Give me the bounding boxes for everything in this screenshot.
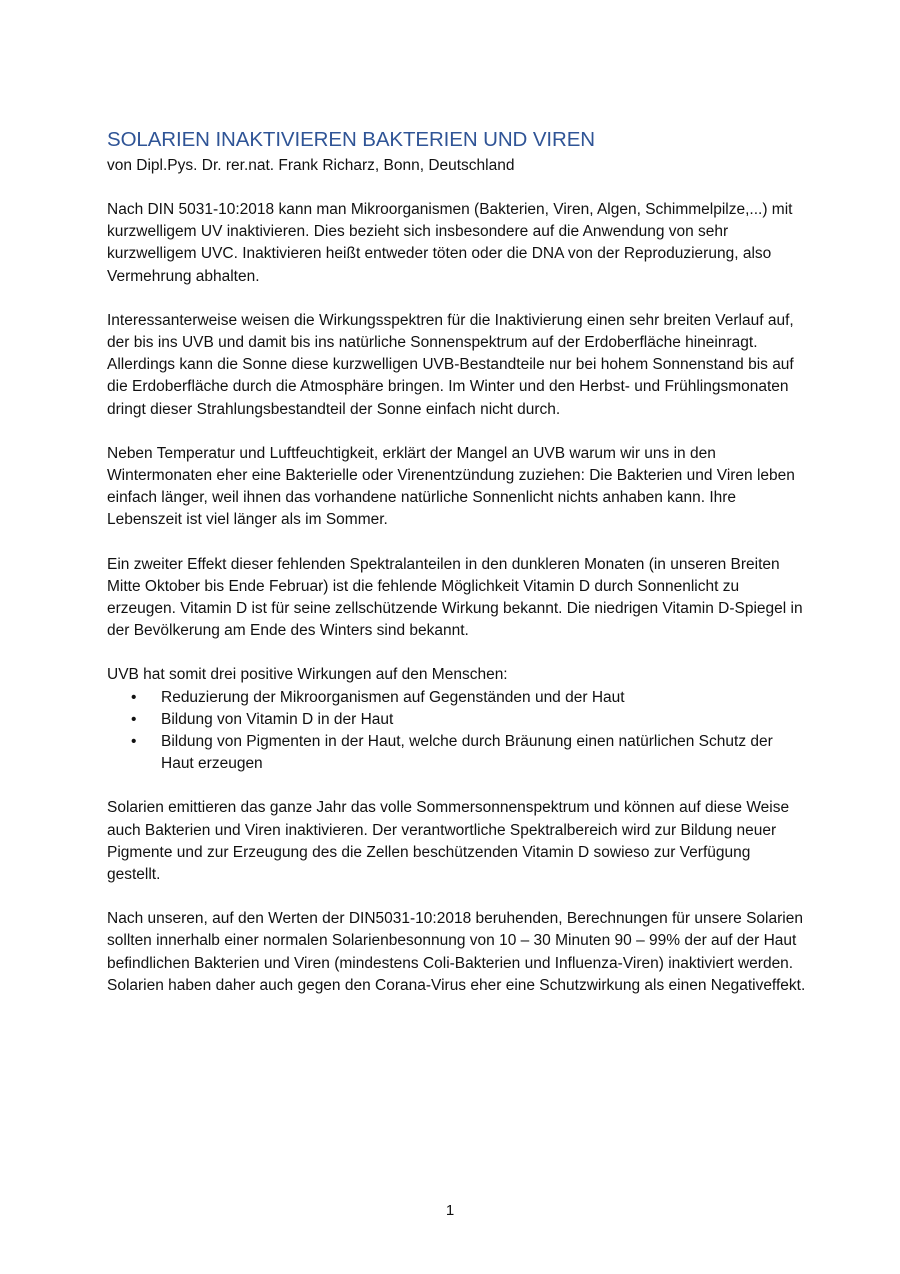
list-item <box>107 709 807 731</box>
list-item <box>107 731 807 775</box>
spacer <box>107 288 807 310</box>
paragraph-wirkungsspektren: Interessanterweise weisen die Wirkungsspektren für die Inaktivierung einen sehr breiten Verlauf auf, der bis ins UVB und damit bis ins natürliche Sonnenspektrum auf der Erdoberfläche hineinragt. <box>107 311 794 352</box>
spacer <box>107 421 807 443</box>
list-item-text: Bildung von Vitamin D in der Haut <box>161 710 394 728</box>
paragraph-berechnungen: Nach unseren, auf den Werten der DIN5031-10:2018 beruhenden, Berechnungen für unsere Solarien sollten innerhalb einer normalen Solarienbesonnung von 10 – 30 Minuten 90 – 99% der auf der Haut befindlichen Bakterien und Viren (mindestens Coli-Bakterien und Influenza-Viren) inaktiviert werden. Solarien haben daher auch gegen den Corana-Virus eher eine Schutzwirkung als einen Negativeffekt. <box>107 910 806 994</box>
document-title: SOLARIEN INAKTIVIEREN BAKTERIEN UND VIREN <box>107 128 596 151</box>
bullet-list <box>107 687 807 776</box>
spacer <box>107 532 807 554</box>
paragraph-uvb-wirkungen: UVB hat somit drei positive Wirkungen auf den Menschen: <box>107 666 508 684</box>
paragraph-din-intro: Nach DIN 5031-10:2018 kann man Mikroorganismen (Bakterien, Viren, Algen, Schimmelpilze,...) mit kurzwelligem UV inaktivieren. Dies bezieht sich insbesondere auf die Anwendung von sehr kurzwelligem UVC. Inaktivieren heißt entweder töten oder die DNA von der Reproduzierung, also Vermehrung abhalten. <box>107 201 793 285</box>
paragraph-uvb-mangel: Neben Temperatur und Luftfeuchtigkeit, erklärt der Mangel an UVB warum wir uns in den Wintermonaten eher eine Bakterielle oder Virenentzündung zuziehen: Die Bakterien und Viren leben einfach länger, weil ihnen das vorhandene natürliche Sonnenlicht nichts anhaben kann. Ihre Lebenszeit ist viel länger als im Sommer. <box>107 444 795 529</box>
spacer <box>107 886 807 908</box>
document-page <box>107 125 807 997</box>
bullet-icon: • <box>131 688 137 706</box>
page-number: 1 <box>445 1202 455 1219</box>
list-item <box>107 687 807 709</box>
paragraph-sonnenstand: Allerdings kann die Sonne diese kurzwelligen UVB-Bestandteile nur bei hohem Sonnenstand bis auf die Erdoberfläche durch die Atmosphäre bringen. Im Winter und den Herbst- und Frühlingsmonaten dringt dieser Strahlungsbestandteil der Sonne einfach nicht durch. <box>107 356 794 418</box>
list-item-text: Bildung von Pigmenten in der Haut, welche durch Bräunung einen natürlichen Schutz der Haut erzeugen <box>161 733 773 773</box>
paragraph-solarien-spektrum: Solarien emittieren das ganze Jahr das volle Sommersonnenspektrum und können auf diese Weise auch Bakterien und Viren inaktivieren. Der verantwortliche Spektralbereich wird zur Bildung neuer Pigmente und zur Erzeugung des die Zellen beschützenden Vitamin D sowieso zur Verfügung gestellt. <box>107 799 790 884</box>
spacer <box>107 177 807 199</box>
list-item-text: Reduzierung der Mikroorganismen auf Gegenständen und der Haut <box>161 688 625 706</box>
bullet-icon: • <box>131 710 137 728</box>
author-line: von Dipl.Pys. Dr. rer.nat. Frank Richarz, Bonn, Deutschland <box>107 157 515 174</box>
bullet-icon: • <box>131 733 137 751</box>
paragraph-vitamin-d: Ein zweiter Effekt dieser fehlenden Spektralanteilen in den dunkleren Monaten (in unseren Breiten Mitte Oktober bis Ende Februar) ist die fehlende Möglichkeit Vitamin D durch Sonnenlicht zu erzeugen. Vitamin D ist für seine zellschützende Wirkung bekannt. Die niedrigen Vitamin D-Spiegel in der Bevölkerung am Ende des Winters sind bekannt. <box>107 555 803 640</box>
spacer <box>107 642 807 664</box>
spacer <box>107 775 807 797</box>
